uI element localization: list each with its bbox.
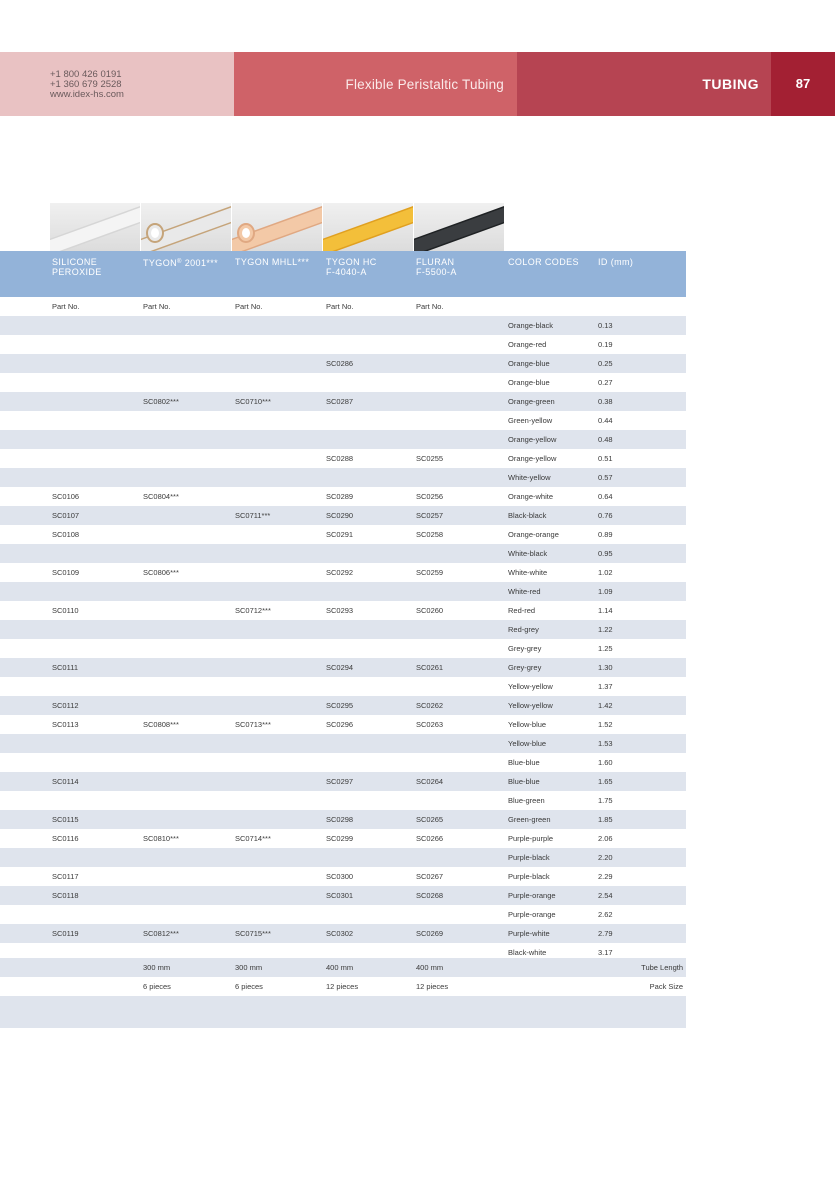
inner-diameter: 0.64 (598, 492, 613, 501)
color-code: Red-red (508, 606, 536, 615)
inner-diameter: 1.30 (598, 663, 613, 672)
fluran-part-no: SC0259 (416, 568, 444, 577)
col-header-tygon-hc: TYGON HC F-4040-A (326, 257, 377, 277)
table-row (0, 772, 686, 791)
table-row (0, 525, 686, 544)
table-row (0, 563, 686, 582)
color-code: White-black (508, 549, 548, 558)
part-no-label: Part No. (52, 302, 80, 311)
color-code: White-red (508, 587, 541, 596)
inner-diameter: 0.25 (598, 359, 613, 368)
page-number-block (771, 52, 835, 116)
inner-diameter: 0.76 (598, 511, 613, 520)
col-header-fluran: FLURAN F-5500-A (416, 257, 457, 277)
table-row (0, 601, 686, 620)
fluran-part-no: SC0266 (416, 834, 444, 843)
inner-diameter: 1.37 (598, 682, 613, 691)
tube-length-row (0, 958, 686, 977)
inner-diameter: 1.85 (598, 815, 613, 824)
silicone-part-no: SC0118 (52, 891, 79, 900)
inner-diameter: 0.38 (598, 397, 613, 406)
table-row (0, 867, 686, 886)
table-row (0, 411, 686, 430)
inner-diameter: 0.89 (598, 530, 613, 539)
tygon-hc-part-no: SC0293 (326, 606, 354, 615)
col-header-id: ID (mm) (598, 257, 634, 267)
color-code: Yellow-blue (508, 720, 547, 729)
fluran-part-no: SC0262 (416, 701, 444, 710)
silicone-part-no: SC0106 (52, 492, 80, 501)
inner-diameter: 2.20 (598, 853, 613, 862)
table-bottom-band (0, 996, 686, 1028)
col-header-color-codes: COLOR CODES (508, 257, 579, 267)
table-row (0, 905, 686, 924)
inner-diameter: 2.79 (598, 929, 613, 938)
inner-diameter: 0.13 (598, 321, 613, 330)
tygon-hc-part-no: SC0297 (326, 777, 354, 786)
inner-diameter: 1.09 (598, 587, 613, 596)
inner-diameter: 1.14 (598, 606, 613, 615)
tube-length-tygon-mhll: 300 mm (235, 963, 263, 972)
color-code: Orange-blue (508, 359, 550, 368)
table-row (0, 829, 686, 848)
pack-size-tygon-mhll: 6 pieces (235, 982, 263, 991)
table-row (0, 544, 686, 563)
page-header (0, 52, 835, 116)
color-code: Red-grey (508, 625, 539, 634)
inner-diameter: 1.42 (598, 701, 613, 710)
pack-size-tygon-hc: 12 pieces (326, 982, 359, 991)
col-header-silicone: SILICONE PEROXIDE (52, 257, 102, 277)
color-code: Black-white (508, 948, 547, 957)
inner-diameter: 1.52 (598, 720, 613, 729)
color-code: Yellow-yellow (508, 682, 553, 691)
table-row (0, 335, 686, 354)
tygon-mhll-part-no: SC0715*** (235, 929, 271, 938)
silicone-tube-photo (50, 203, 140, 251)
tygon-2001-tube-photo (141, 203, 231, 251)
page-title: Flexible Peristaltic Tubing (345, 77, 504, 92)
part-number-subheader (0, 297, 686, 316)
table-row (0, 620, 686, 639)
table-row (0, 886, 686, 905)
color-code: Orange-orange (508, 530, 559, 539)
tygon-2001-part-no: SC0806*** (143, 568, 179, 577)
tygon-mhll-tube-photo (232, 203, 322, 251)
tygon-hc-part-no: SC0286 (326, 359, 354, 368)
phone-number-1: +1 800 426 0191 (50, 69, 122, 80)
table-row (0, 354, 686, 373)
table-row (0, 753, 686, 772)
color-code: White-white (508, 568, 548, 577)
color-code: Black-black (508, 511, 547, 520)
fluran-part-no: SC0260 (416, 606, 444, 615)
tygon-hc-part-no: SC0302 (326, 929, 354, 938)
fluran-part-no: SC0267 (416, 872, 444, 881)
silicone-part-no: SC0114 (52, 777, 79, 786)
table-row (0, 734, 686, 753)
tygon-2001-part-no: SC0804*** (143, 492, 179, 501)
tygon-hc-tube-photo (323, 203, 413, 251)
col-header-tygon-mhll: TYGON MHLL*** (235, 257, 310, 267)
table-row (0, 848, 686, 867)
silicone-part-no: SC0116 (52, 834, 79, 843)
tygon-2001-part-no: SC0808*** (143, 720, 179, 729)
pack-size-label: Pack Size (649, 982, 683, 991)
silicone-part-no: SC0108 (52, 530, 80, 539)
inner-diameter: 1.65 (598, 777, 613, 786)
silicone-part-no: SC0111 (52, 663, 78, 672)
fluran-part-no: SC0268 (416, 891, 444, 900)
inner-diameter: 2.29 (598, 872, 613, 881)
table-row (0, 791, 686, 810)
tygon-hc-part-no: SC0287 (326, 397, 354, 406)
phone-number-2: +1 360 679 2528 (50, 79, 122, 90)
color-code: Orange-yellow (508, 435, 557, 444)
silicone-part-no: SC0112 (52, 701, 79, 710)
color-code: Purple-white (508, 929, 550, 938)
table-row (0, 696, 686, 715)
tygon-mhll-part-no: SC0711*** (235, 511, 271, 520)
inner-diameter: 1.53 (598, 739, 613, 748)
tygon-mhll-part-no: SC0710*** (235, 397, 271, 406)
color-code: Green-yellow (508, 416, 553, 425)
silicone-part-no: SC0119 (52, 929, 79, 938)
tygon-hc-part-no: SC0300 (326, 872, 354, 881)
tygon-hc-part-no: SC0295 (326, 701, 354, 710)
inner-diameter: 0.44 (598, 416, 613, 425)
contact-block (0, 52, 234, 116)
table-row (0, 715, 686, 734)
tygon-hc-part-no: SC0301 (326, 891, 354, 900)
tygon-hc-part-no: SC0291 (326, 530, 354, 539)
table-row (0, 639, 686, 658)
pack-size-tygon-2001: 6 pieces (143, 982, 171, 991)
color-code: Yellow-blue (508, 739, 547, 748)
color-code: Purple-orange (508, 910, 556, 919)
fluran-part-no: SC0263 (416, 720, 444, 729)
silicone-part-no: SC0110 (52, 606, 79, 615)
section-block (517, 52, 771, 116)
pack-size-row (0, 977, 686, 996)
color-code: Orange-blue (508, 378, 550, 387)
inner-diameter: 1.22 (598, 625, 613, 634)
table-row (0, 392, 686, 411)
table-row (0, 468, 686, 487)
silicone-part-no: SC0117 (52, 872, 79, 881)
silicone-part-no: SC0115 (52, 815, 79, 824)
inner-diameter: 1.25 (598, 644, 613, 653)
inner-diameter: 0.95 (598, 549, 613, 558)
table-row (0, 677, 686, 696)
fluran-part-no: SC0255 (416, 454, 444, 463)
inner-diameter: 1.75 (598, 796, 613, 805)
table-row (0, 487, 686, 506)
part-no-label: Part No. (235, 302, 263, 311)
tygon-hc-part-no: SC0298 (326, 815, 354, 824)
tube-length-tygon-2001: 300 mm (143, 963, 171, 972)
color-code: Green-green (508, 815, 551, 824)
fluran-part-no: SC0269 (416, 929, 444, 938)
tygon-hc-part-no: SC0292 (326, 568, 354, 577)
tygon-mhll-part-no: SC0712*** (235, 606, 271, 615)
tygon-hc-part-no: SC0294 (326, 663, 354, 672)
inner-diameter: 2.62 (598, 910, 613, 919)
inner-diameter: 0.27 (598, 378, 613, 387)
inner-diameter: 3.17 (598, 948, 613, 957)
table-row (0, 582, 686, 601)
color-code: Orange-yellow (508, 454, 557, 463)
color-code: Blue-green (508, 796, 545, 805)
color-code: Orange-white (508, 492, 554, 501)
tygon-2001-part-no: SC0802*** (143, 397, 179, 406)
color-code: White-yellow (508, 473, 551, 482)
tygon-hc-part-no: SC0296 (326, 720, 354, 729)
table-row (0, 373, 686, 392)
tygon-hc-part-no: SC0289 (326, 492, 354, 501)
part-no-label: Part No. (326, 302, 354, 311)
tube-length-tygon-hc: 400 mm (326, 963, 354, 972)
silicone-part-no: SC0107 (52, 511, 80, 520)
color-code: Grey-grey (508, 644, 542, 653)
inner-diameter: 2.54 (598, 891, 613, 900)
tube-length-fluran: 400 mm (416, 963, 444, 972)
fluran-part-no: SC0265 (416, 815, 444, 824)
inner-diameter: 0.57 (598, 473, 613, 482)
fluran-part-no: SC0256 (416, 492, 444, 501)
color-code: Yellow-yellow (508, 701, 553, 710)
color-code: Blue-blue (508, 758, 540, 767)
silicone-part-no: SC0109 (52, 568, 80, 577)
inner-diameter: 1.02 (598, 568, 613, 577)
page-title-block (234, 52, 517, 116)
website-link[interactable]: www.idex-hs.com (50, 89, 124, 100)
tygon-hc-part-no: SC0290 (326, 511, 354, 520)
table-row (0, 658, 686, 677)
fluran-tube-photo (414, 203, 504, 251)
color-code: Purple-black (508, 853, 550, 862)
fluran-part-no: SC0264 (416, 777, 444, 786)
tygon-hc-part-no: SC0299 (326, 834, 354, 843)
color-code: Grey-grey (508, 663, 542, 672)
tygon-2001-part-no: SC0812*** (143, 929, 179, 938)
tygon-hc-part-no: SC0288 (326, 454, 354, 463)
color-code: Purple-orange (508, 891, 556, 900)
tygon-mhll-part-no: SC0714*** (235, 834, 271, 843)
color-code: Purple-black (508, 872, 550, 881)
fluran-part-no: SC0258 (416, 530, 444, 539)
silicone-part-no: SC0113 (52, 720, 79, 729)
table-row (0, 449, 686, 468)
page-number: 87 (795, 76, 811, 91)
inner-diameter: 0.51 (598, 454, 613, 463)
inner-diameter: 0.48 (598, 435, 613, 444)
table-row (0, 316, 686, 335)
fluran-part-no: SC0257 (416, 511, 444, 520)
color-code: Orange-black (508, 321, 554, 330)
table-row (0, 810, 686, 829)
tygon-2001-part-no: SC0810*** (143, 834, 179, 843)
table-row (0, 430, 686, 449)
color-code: Orange-green (508, 397, 555, 406)
inner-diameter: 0.19 (598, 340, 613, 349)
section-title: TUBING (702, 76, 759, 92)
table-header (0, 251, 686, 297)
part-no-label: Part No. (143, 302, 171, 311)
inner-diameter: 2.06 (598, 834, 613, 843)
tube-length-label: Tube Length (641, 963, 683, 972)
color-code: Purple-purple (508, 834, 554, 843)
pack-size-fluran: 12 pieces (416, 982, 449, 991)
color-code: Blue-blue (508, 777, 540, 786)
inner-diameter: 1.60 (598, 758, 613, 767)
fluran-part-no: SC0261 (416, 663, 444, 672)
col-header-tygon-2001: TYGON® 2001*** (143, 258, 219, 268)
table-row (0, 506, 686, 525)
color-code: Orange-red (508, 340, 547, 349)
table-row (0, 924, 686, 943)
tygon-mhll-part-no: SC0713*** (235, 720, 271, 729)
part-no-label: Part No. (416, 302, 444, 311)
